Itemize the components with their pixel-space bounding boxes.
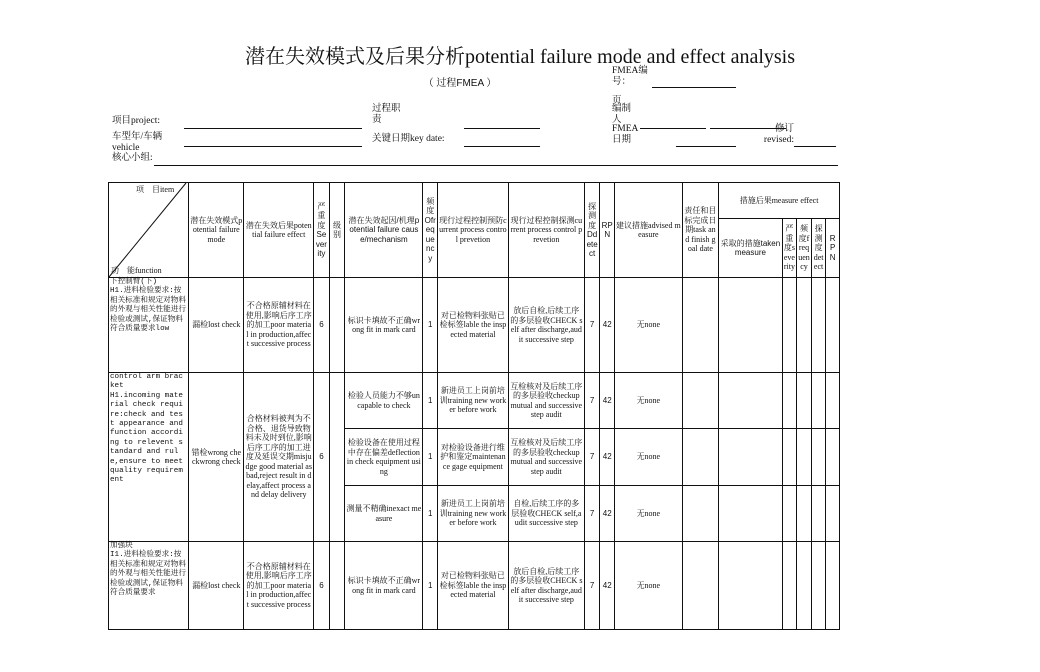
rpn-2-cell xyxy=(826,429,840,486)
occurrence-cell: 1 xyxy=(423,373,438,429)
function-cell: 下控制臂(下) H1.进料检验要求:按相关标准和规定对物料的外观与相关性能进行检验或测试,保证物料符合质量要求low xyxy=(109,278,189,373)
advised-cell: 无none xyxy=(615,429,683,486)
project-field[interactable] xyxy=(184,128,362,129)
advised-measure-header: 建议措施advised measure xyxy=(615,183,683,278)
table-row xyxy=(109,278,840,373)
rpn-2-cell xyxy=(826,542,840,630)
severity-2-cell xyxy=(782,486,797,542)
responsibility-header: 责任和目标完成日期task and finish goal date xyxy=(682,183,718,278)
advised-cell: 无none xyxy=(615,486,683,542)
failure-mode-header: 潜在失效模式potential failure mode xyxy=(189,183,244,278)
process-resp-field[interactable] xyxy=(464,128,540,129)
key-date-field[interactable] xyxy=(464,146,540,147)
core-team-label: 核心小组: xyxy=(112,153,153,163)
detection-cell: 互检核对及后续工序的多层验收checkup mutual and successive step audit xyxy=(508,373,584,429)
prevention-cell: 对已检物料张贴已检标签lable the inspected material xyxy=(438,542,509,630)
prepared-by-field[interactable] xyxy=(640,128,706,129)
page-label: 页 xyxy=(612,96,622,106)
project-label: 项目project: xyxy=(112,116,161,126)
prepared-by-label: 编制人 xyxy=(612,104,632,125)
taken-cell xyxy=(719,278,783,373)
frequency-2-cell xyxy=(797,542,812,630)
table-row xyxy=(109,542,840,630)
taken-cell xyxy=(719,429,783,486)
detection-cell: 自检,后续工序的多层验收CHECK self,audit successive step xyxy=(508,486,584,542)
document-subtitle: （ 过程FMEA ） xyxy=(423,78,497,89)
vehicle-field[interactable] xyxy=(184,146,362,147)
rpn-cell: 42 xyxy=(600,278,615,373)
prevention-header: 现行过程控制预防current process control prevetion xyxy=(438,183,509,278)
detection-cell: 放后自检,后续工序的多层验收CHECK self after discharge,audit successive step xyxy=(508,542,584,630)
responsibility-cell xyxy=(682,373,718,429)
table-row xyxy=(109,373,840,429)
detect-cell: 7 xyxy=(584,542,600,630)
failure-effect-header: 潜在失效后果potential failure effect xyxy=(244,183,314,278)
class-header: 级别 xyxy=(329,183,345,278)
severity-2-cell xyxy=(782,542,797,630)
occurrence-cell: 1 xyxy=(423,542,438,630)
header-row-1 xyxy=(109,183,840,219)
occurrence-cell: 1 xyxy=(423,429,438,486)
rpn-cell: 42 xyxy=(600,429,615,486)
advised-cell: 无none xyxy=(615,373,683,429)
prevention-cell: 新进员工上岗前培训training new worker before work xyxy=(438,486,509,542)
detection-cell: 互检核对及后续工序的多层验收checkup mutual and successive step audit xyxy=(508,429,584,486)
process-resp-label: 过程职责 xyxy=(372,104,401,125)
detect-2-cell xyxy=(811,542,826,630)
taken-cell xyxy=(719,542,783,630)
document-title: 潜在失效模式及后果分析potential failure mode and effect analysis xyxy=(244,46,796,68)
responsibility-cell xyxy=(682,278,718,373)
taken-cell xyxy=(719,373,783,429)
revised-label: 修订revised: xyxy=(763,124,794,145)
responsibility-cell xyxy=(682,542,718,630)
fmea-date-field[interactable] xyxy=(676,146,736,147)
diagonal-divider xyxy=(109,183,186,277)
prevention-cell: 新进员工上岗前培训training new worker before work xyxy=(438,373,509,429)
cause-header: 潜在失效起因/机理potential failure cause/mechanism xyxy=(345,183,423,278)
cause-cell: 测量不精确inexact measure xyxy=(345,486,423,542)
detection-cell: 放后自检,后续工序的多层验收CHECK self after discharge,audit successive step xyxy=(508,278,584,373)
core-team-field[interactable] xyxy=(154,165,838,166)
function-label: 功 能function xyxy=(111,265,162,275)
taken-cell xyxy=(719,486,783,542)
class-cell xyxy=(329,278,345,373)
cause-cell: 检验设备在使用过程中存在偏差deflection in check equipment using xyxy=(345,429,423,486)
occurrence-cell: 1 xyxy=(423,486,438,542)
revised-field[interactable] xyxy=(794,146,836,147)
rpn-2-cell xyxy=(826,486,840,542)
class-cell xyxy=(329,373,345,542)
failure-effect-cell: 合格材料被判为不合格、退货导致物料未及时到位,影响后序工序的加工进度及延误交期misjudge good material as bad,reject result in delay,affect process and delay delivery xyxy=(244,373,314,542)
occurrence-cell: 1 xyxy=(423,278,438,373)
rpn-2-header: RPN xyxy=(826,219,840,278)
detect-2-cell xyxy=(811,429,826,486)
frequency-2-cell xyxy=(797,429,812,486)
item-label: 项 目item xyxy=(135,185,175,194)
fmea-table xyxy=(108,182,840,630)
detect-cell: 7 xyxy=(584,486,600,542)
detection-control-header: 现行过程控制探测current process control prevetion xyxy=(508,183,584,278)
detect-2-header: 探测度detect xyxy=(811,219,826,278)
rpn-cell: 42 xyxy=(600,542,615,630)
rpn-2-cell xyxy=(826,373,840,429)
frequency-2-cell xyxy=(797,486,812,542)
rpn-header: RPN xyxy=(600,183,615,278)
rpn-2-cell xyxy=(826,278,840,373)
detect-header: 探测度Ddetect xyxy=(584,183,600,278)
fmea-date-label: FMEA日期 xyxy=(612,124,639,145)
cause-cell: 标识卡填故不正确wrong fit in mark card xyxy=(345,542,423,630)
failure-mode-cell: 漏检lost check xyxy=(189,542,244,630)
key-date-label: 关键日期key date: xyxy=(372,134,445,144)
vehicle-label: 车型年/车辆vehicle xyxy=(112,132,163,153)
frequency-2-cell xyxy=(797,278,812,373)
frequency-2-header: 频度frequency xyxy=(797,219,812,278)
severity-cell: 6 xyxy=(314,373,330,542)
detect-cell: 7 xyxy=(584,373,600,429)
detect-2-cell xyxy=(811,486,826,542)
severity-header: 严重度Severity xyxy=(314,183,330,278)
severity-2-cell xyxy=(782,373,797,429)
occurrence-header: 频度Ofrequency xyxy=(423,183,438,278)
function-cell: control arm bracket H1.incoming material check require:check and test appearance and function according to relevent standard and rule,ensure to meet quality requirement xyxy=(109,373,189,542)
responsibility-cell xyxy=(682,429,718,486)
rpn-cell: 42 xyxy=(600,373,615,429)
fmea-number-label: FMEA编号： xyxy=(612,66,648,87)
detect-cell: 7 xyxy=(584,278,600,373)
advised-cell: 无none xyxy=(615,542,683,630)
frequency-2-cell xyxy=(797,373,812,429)
prevention-cell: 对检验设备进行维护和鉴定maintenance gage equipment xyxy=(438,429,509,486)
failure-effect-cell: 不合格原辅材料在使用,影响后序工序的加工poor material in production,affect successive process xyxy=(244,542,314,630)
advised-cell: 无none xyxy=(615,278,683,373)
measure-effect-header: 措施后果measure effect xyxy=(719,183,840,219)
item-function-header xyxy=(109,183,189,278)
cause-cell: 检验人员能力不够uncapable to check xyxy=(345,373,423,429)
cause-cell: 标识卡填故不正确wrong fit in mark card xyxy=(345,278,423,373)
detect-cell: 7 xyxy=(584,429,600,486)
rpn-cell: 42 xyxy=(600,486,615,542)
severity-2-header: 严重度severity xyxy=(782,219,797,278)
taken-measure-header: 采取的措施taken measure xyxy=(719,219,783,278)
severity-cell: 6 xyxy=(314,278,330,373)
severity-cell: 6 xyxy=(314,542,330,630)
function-cell: 加强块 I1.进料检验要求:按相关标准和规定对物料的外观与相关性能进行检验或测试,保证物料符合质量要求 xyxy=(109,542,189,630)
fmea-number-field[interactable] xyxy=(652,87,736,88)
prevention-cell: 对已检物料张贴已检标签lable the inspected material xyxy=(438,278,509,373)
failure-mode-cell: 漏检lost check xyxy=(189,278,244,373)
failure-effect-cell: 不合格原辅材料在使用,影响后序工序的加工poor material in production,affect successive process xyxy=(244,278,314,373)
detect-2-cell xyxy=(811,278,826,373)
severity-2-cell xyxy=(782,429,797,486)
responsibility-cell xyxy=(682,486,718,542)
class-cell xyxy=(329,542,345,630)
failure-mode-cell: 错检wrong checkwrong check xyxy=(189,373,244,542)
severity-2-cell xyxy=(782,278,797,373)
detect-2-cell xyxy=(811,373,826,429)
